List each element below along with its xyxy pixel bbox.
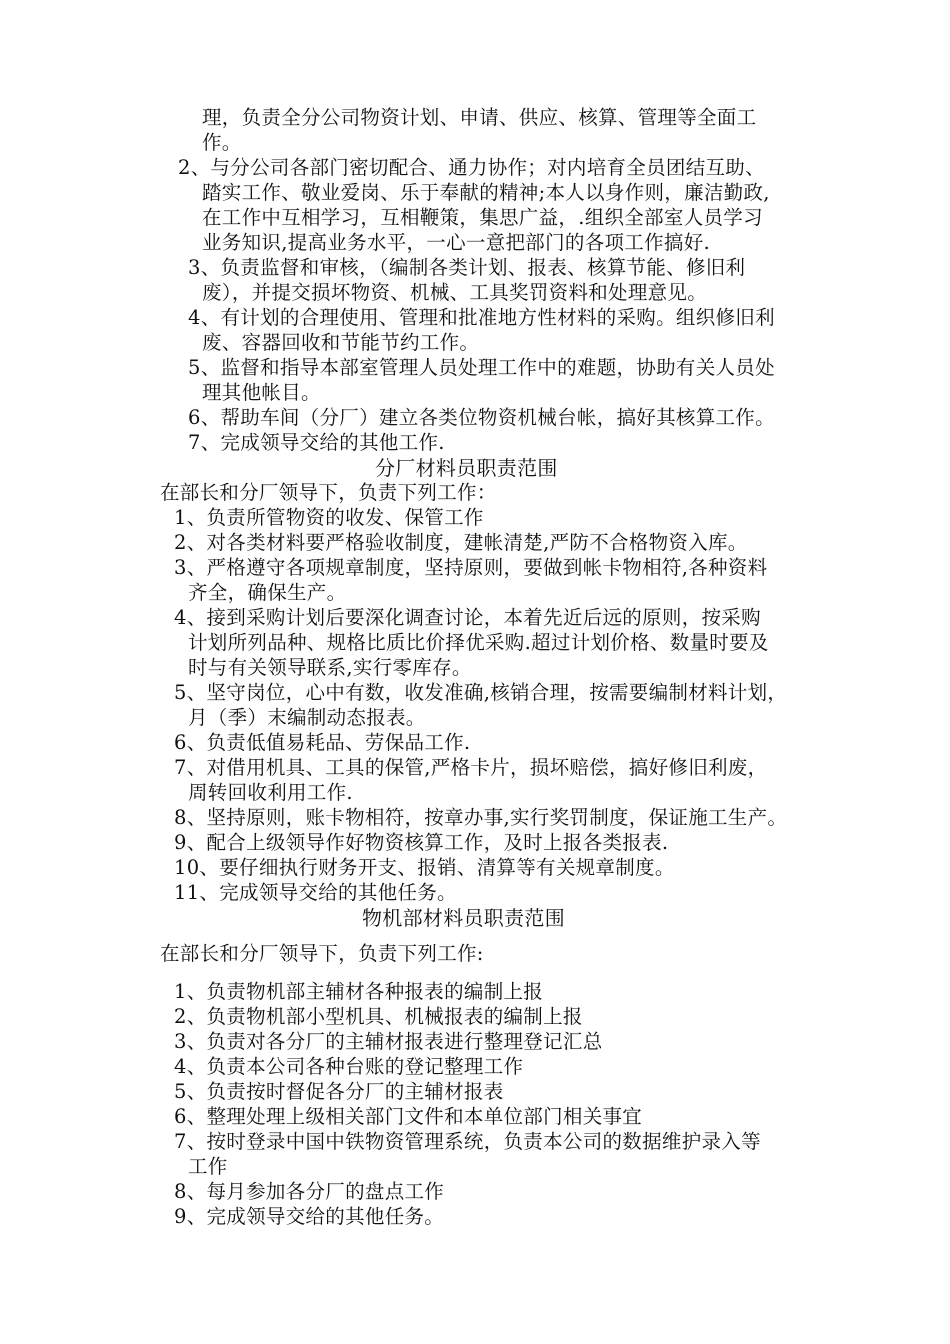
section1-item2-line3: 在工作中互相学习，互相鞭策，集思广益，.组织全部室人员学习 (202, 206, 763, 229)
section1-item1-line1: 理，负责全分公司物资计划、申请、供应、核算、管理等全面工 (202, 106, 757, 129)
section1-item4-line1: 4、有计划的合理使用、管理和批准地方性材料的采购。组织修旧利 (188, 306, 775, 329)
section1-item1-line2: 作。 (202, 131, 242, 154)
section3-item4: 4、负责本公司各种台账的登记整理工作 (174, 1055, 524, 1078)
section2-item11: 11、完成领导交给的其他任务。 (174, 881, 457, 904)
section1-item5-line1: 5、监督和指导本部室管理人员处理工作中的难题，协助有关人员处 (188, 356, 775, 379)
section3-item1: 1、负责物机部主辅材各种报表的编制上报 (174, 980, 544, 1003)
section1-item3-line2: 废），并提交损坏物资、机械、工具奖罚资料和处理意见。 (202, 281, 708, 304)
section2-item5-line2: 月（季）末编制动态报表。 (188, 706, 426, 729)
section2-intro: 在部长和分厂领导下，负责下列工作： (160, 481, 497, 504)
section1-item5-line2: 理其他帐目。 (202, 381, 321, 404)
section3-item2: 2、负责物机部小型机具、机械报表的编制上报 (174, 1005, 583, 1028)
section2-item7-line2: 周转回收利用工作. (188, 781, 353, 804)
section1-item2-line1: 2、与分公司各部门密切配合、通力协作；对内培育全员团结互助、 (178, 156, 765, 179)
section1-item3-line1: 3、负责监督和审核，（编制各类计划、报表、核算节能、修旧利 (188, 256, 746, 279)
section2-item9: 9、配合上级领导作好物资核算工作，及时上报各类报表. (174, 831, 669, 854)
section3-item7-line2: 工作 (188, 1155, 228, 1178)
section2-item4-line3: 时与有关领导联系,实行零库存。 (188, 656, 472, 679)
section2-item3-line2: 齐全，确保生产。 (188, 581, 347, 604)
section3-item3: 3、负责对各分厂的主辅材报表进行整理登记汇总 (174, 1030, 603, 1053)
section1-item7: 7、完成领导交给的其他工作. (188, 431, 445, 454)
section2-item8: 8、坚持原则，账卡物相符，按章办事,实行奖罚制度，保证施工生产。 (174, 806, 788, 829)
section2-item4-line1: 4、接到采购计划后要深化调查讨论，本着先近后远的原则，按采购 (174, 606, 761, 629)
section3-title: 物机部材料员职责范围 (362, 906, 565, 930)
section1-item6: 6、帮助车间（分厂）建立各类位物资机械台帐，搞好其核算工作。 (188, 406, 775, 429)
section1-item2-line2: 踏实工作、敬业爱岗、乐于奉献的精神;本人以身作则，廉洁勤政, (202, 181, 770, 204)
section2-item4-line2: 计划所列品种、规格比质比价择优采购.超过计划价格、数量时要及 (188, 631, 769, 654)
section2-item1: 1、负责所管物资的收发、保管工作 (174, 506, 484, 529)
section3-item9: 9、完成领导交给的其他任务。 (174, 1205, 445, 1228)
section3-item7-line1: 7、按时登录中国中铁物资管理系统，负责本公司的数据维护录入等 (174, 1130, 761, 1153)
section2-item2: 2、对各类材料要严格验收制度，建帐清楚,严防不合格物资入库。 (174, 531, 748, 554)
section2-item7-line1: 7、对借用机具、工具的保管,严格卡片，损坏赔偿，搞好修旧利废， (174, 756, 768, 779)
section1-item2-line4: 业务知识,提高业务水平，一心一意把部门的各项工作搞好. (202, 231, 710, 254)
section2-item5-line1: 5、坚守岗位，心中有数，收发准确,核销合理，按需要编制材料计划， (174, 681, 788, 704)
section2-item10: 10、要仔细执行财务开支、报销、清算等有关规章制度。 (174, 856, 675, 879)
section2-item3-line1: 3、严格遵守各项规章制度，坚持原则，要做到帐卡物相符,各种资料 (174, 556, 768, 579)
section3-item5: 5、负责按时督促各分厂的主辅材报表 (174, 1080, 504, 1103)
section1-item4-line2: 废、容器回收和节能节约工作。 (202, 331, 480, 354)
section3-item8: 8、每月参加各分厂的盘点工作 (174, 1180, 445, 1203)
section2-title: 分厂材料员职责范围 (375, 456, 558, 480)
section2-item6: 6、负责低值易耗品、劳保品工作. (174, 731, 471, 754)
section3-item6: 6、整理处理上级相关部门文件和本单位部门相关事宜 (174, 1105, 643, 1128)
section3-intro: 在部长和分厂领导下，负责下列工作: (160, 942, 484, 965)
